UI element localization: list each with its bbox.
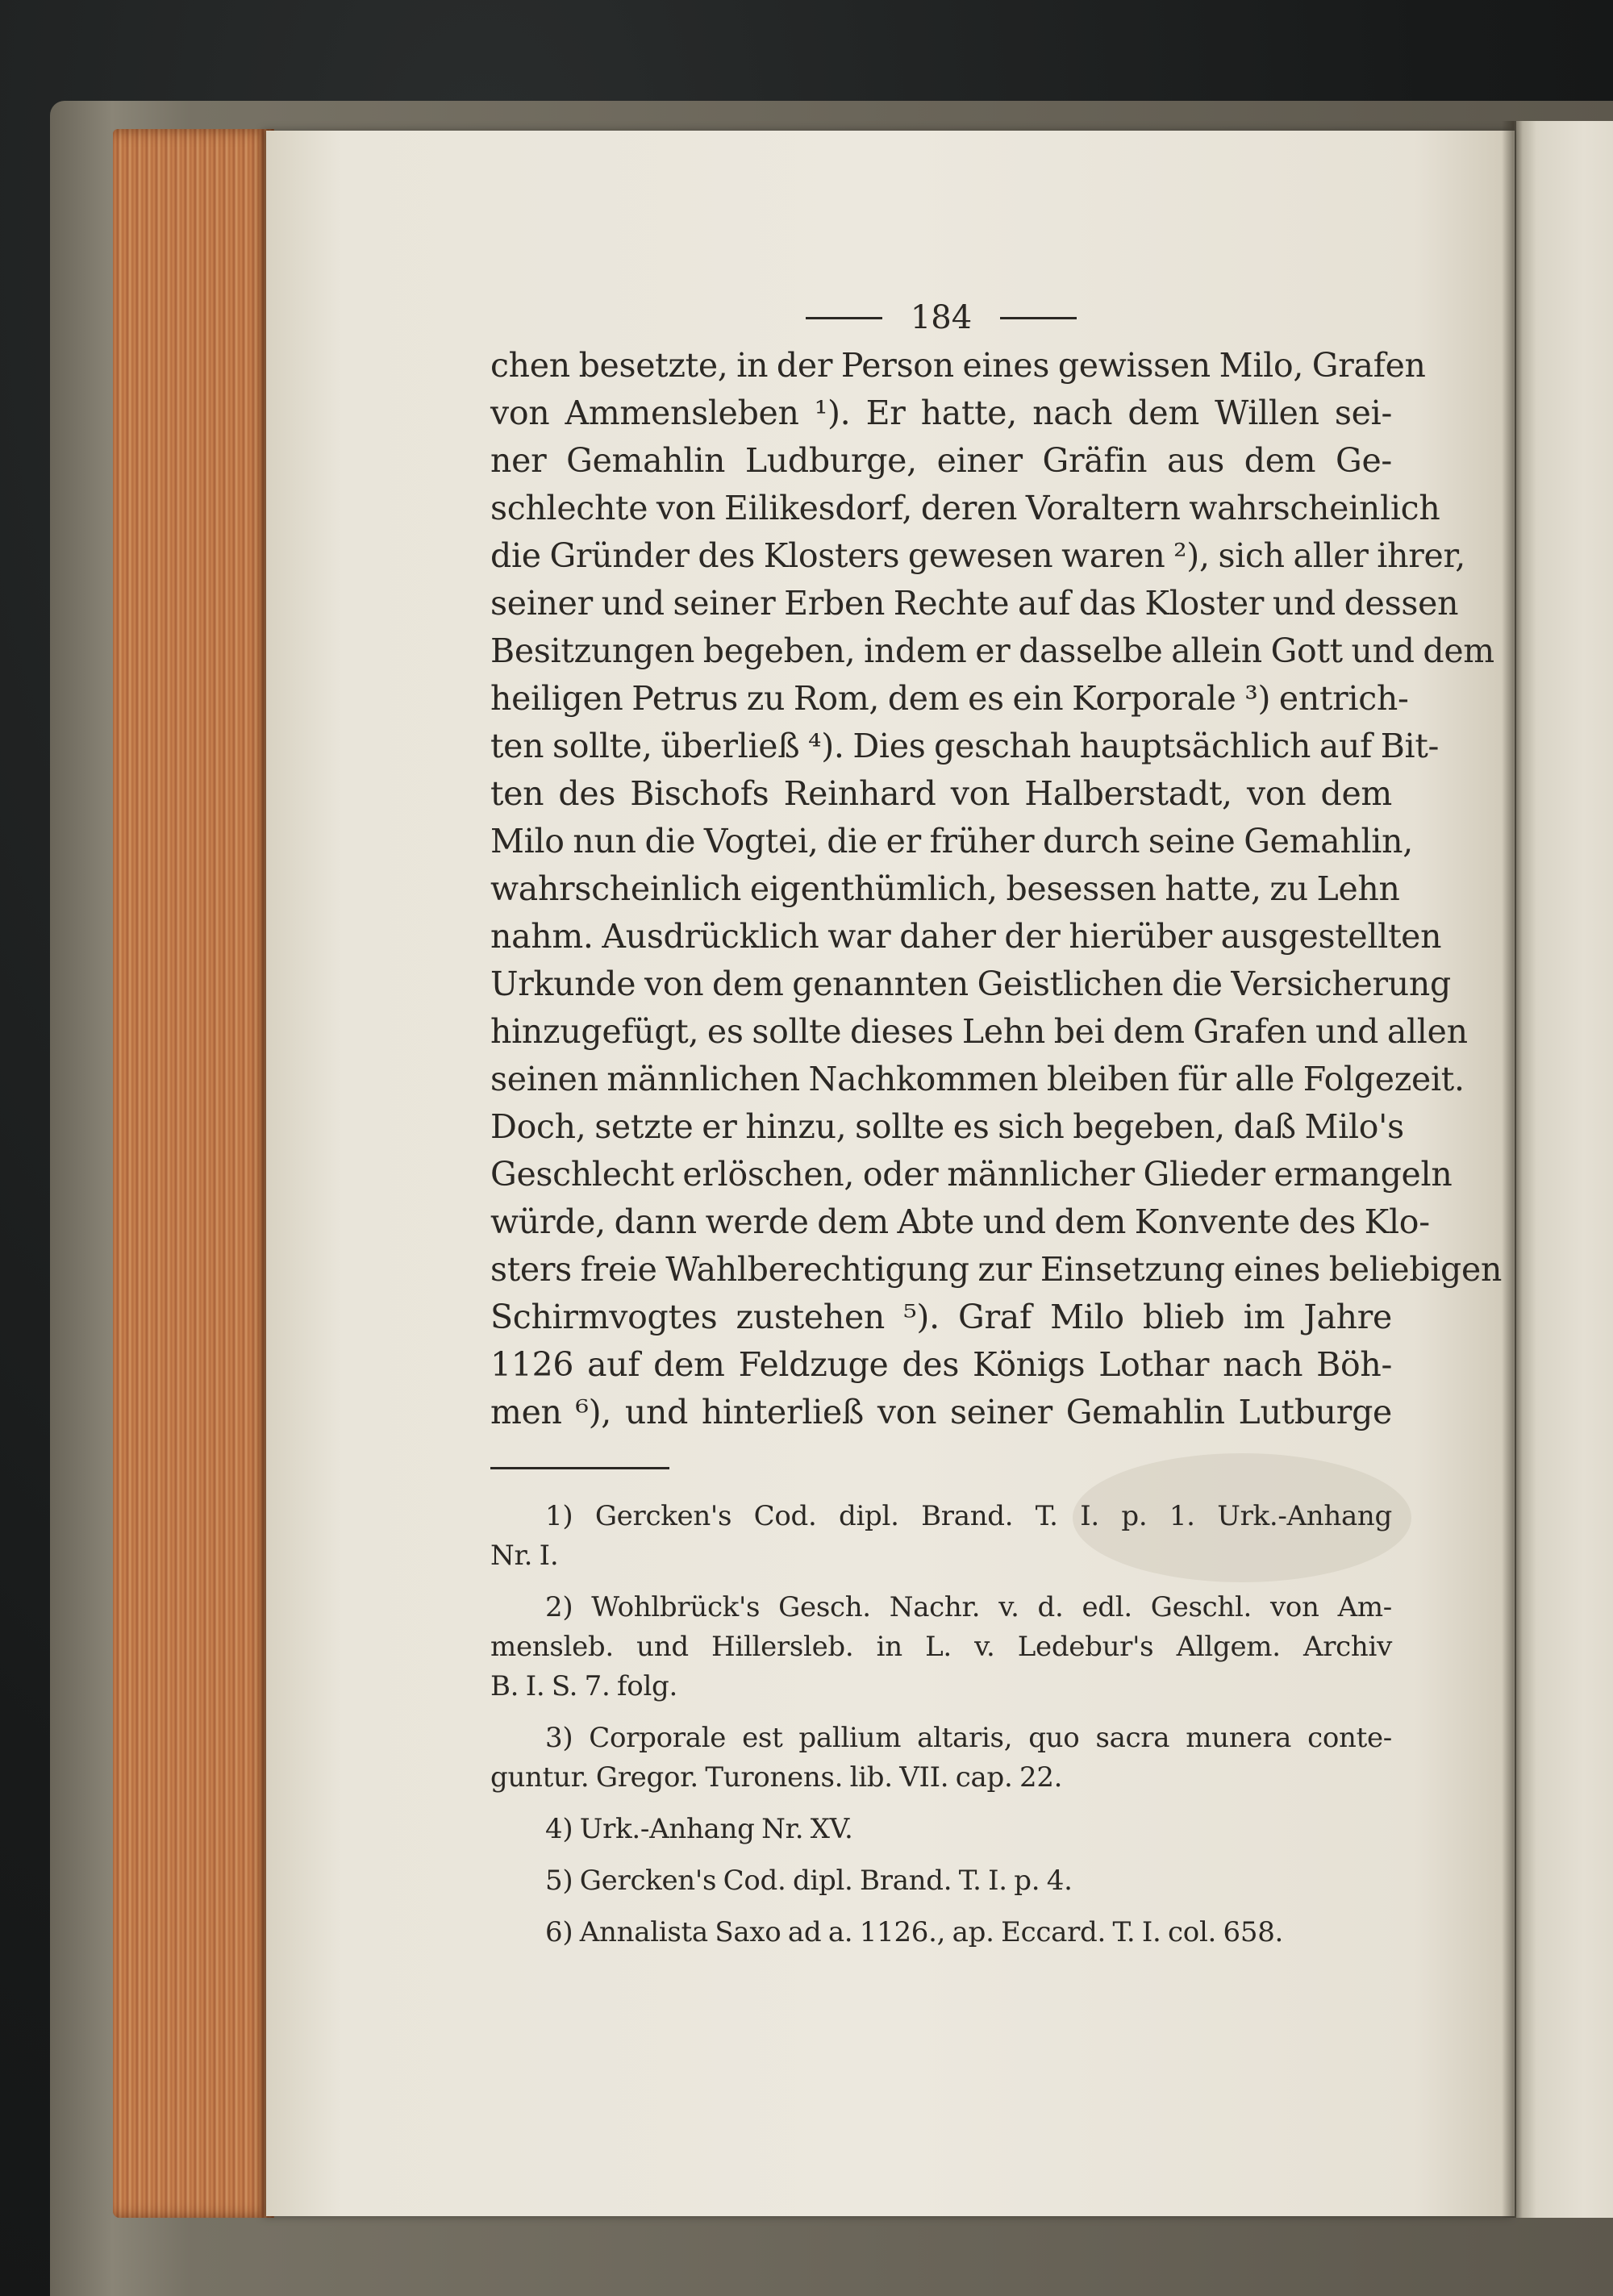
footnotes	[490, 1497, 1392, 1952]
body-line: Besitzungen begeben, indem er dasselbe allein Gott und dem	[490, 631, 1494, 670]
body-line: ner Gemahlin Ludburge, einer Gräfin aus dem Ge-	[490, 441, 1392, 480]
header-dash-left	[806, 317, 882, 319]
body-line: sters freie Wahlberechtigung zur Einsetzung eines beliebigen	[490, 1250, 1503, 1289]
body-text	[490, 342, 1503, 1436]
body-line: Geschlecht erlöschen, oder männlicher Glieder ermangeln	[490, 1155, 1453, 1194]
page-gutter	[1502, 121, 1523, 2218]
page-edges	[113, 129, 274, 2218]
footnote-3-line: 3) Corporale est pallium altaris, quo sacra munera conte-	[545, 1722, 1392, 1754]
footnote-2-line: 2) Wohlbrück's Gesch. Nachr. v. d. edl. Geschl. von Am-	[545, 1591, 1392, 1623]
footnote-2-line: B. I. S. 7. folg.	[490, 1670, 677, 1702]
footnote-6-line: 6) Annalista Saxo ad a. 1126., ap. Eccard. T. I. col. 658.	[545, 1916, 1284, 1948]
page-header	[490, 290, 1392, 340]
body-line: wahrscheinlich eigenthümlich, besessen hatte, zu Lehn	[490, 869, 1400, 908]
body-line: heiligen Petrus zu Rom, dem es ein Korporale ³) entrich-	[490, 679, 1409, 718]
footnote-4-line: 4) Urk.-Anhang Nr. XV.	[545, 1813, 853, 1845]
facing-page	[1516, 121, 1613, 2218]
body-line: ten sollte, überließ ⁴). Dies geschah hauptsächlich auf Bit-	[490, 727, 1440, 765]
header-dash-right	[1000, 317, 1077, 319]
body-line: seiner und seiner Erben Rechte auf das Kloster und dessen	[490, 584, 1459, 623]
body-line: die Gründer des Klosters gewesen waren ²), sich aller ihrer,	[490, 536, 1465, 575]
body-line: men ⁶), und hinterließ von seiner Gemahlin Lutburge	[490, 1393, 1392, 1431]
footnote-1-line: 1) Gercken's Cod. dipl. Brand. T. I. p. 1. Urk.-Anhang	[545, 1500, 1392, 1532]
footnote-3-line: guntur. Gregor. Turonens. lib. VII. cap. 22.	[490, 1761, 1063, 1794]
body-line: hinzugefügt, es sollte dieses Lehn bei dem Grafen und allen	[490, 1012, 1468, 1051]
body-line: Schirmvogtes zustehen ⁵). Graf Milo blieb im Jahre	[490, 1298, 1392, 1336]
footnote-rule	[490, 1467, 669, 1469]
body-line: würde, dann werde dem Abte und dem Konvente des Klo-	[490, 1202, 1430, 1241]
page-text	[490, 290, 1503, 1952]
page-number: 184	[910, 299, 973, 336]
body-line: ten des Bischofs Reinhard von Halberstadt, von dem	[490, 774, 1392, 813]
body-line: nahm. Ausdrücklich war daher der hierüber ausgestellten	[490, 917, 1442, 956]
body-line: seinen männlichen Nachkommen bleiben für alle Folgezeit.	[490, 1060, 1465, 1098]
body-line: 1126 auf dem Feldzuge des Königs Lothar nach Böh-	[490, 1345, 1392, 1384]
body-line: Doch, setzte er hinzu, sollte es sich begeben, daß Milo's	[490, 1107, 1404, 1146]
body-line: schlechte von Eilikesdorf, deren Voraltern wahrscheinlich	[490, 489, 1440, 527]
footnote-2-line: mensleb. und Hillersleb. in L. v. Ledebur's Allgem. Archiv	[490, 1631, 1392, 1663]
body-line: Milo nun die Vogtei, die er früher durch seine Gemahlin,	[490, 822, 1413, 860]
footnote-1-line: Nr. I.	[490, 1540, 559, 1572]
body-line: chen besetzte, in der Person eines gewissen Milo, Grafen	[490, 346, 1426, 385]
body-line: von Ammensleben ¹). Er hatte, nach dem Willen sei-	[490, 394, 1392, 432]
footnote-5-line: 5) Gercken's Cod. dipl. Brand. T. I. p. 4.	[545, 1865, 1073, 1897]
body-line: Urkunde von dem genannten Geistlichen die Versicherung	[490, 965, 1451, 1003]
